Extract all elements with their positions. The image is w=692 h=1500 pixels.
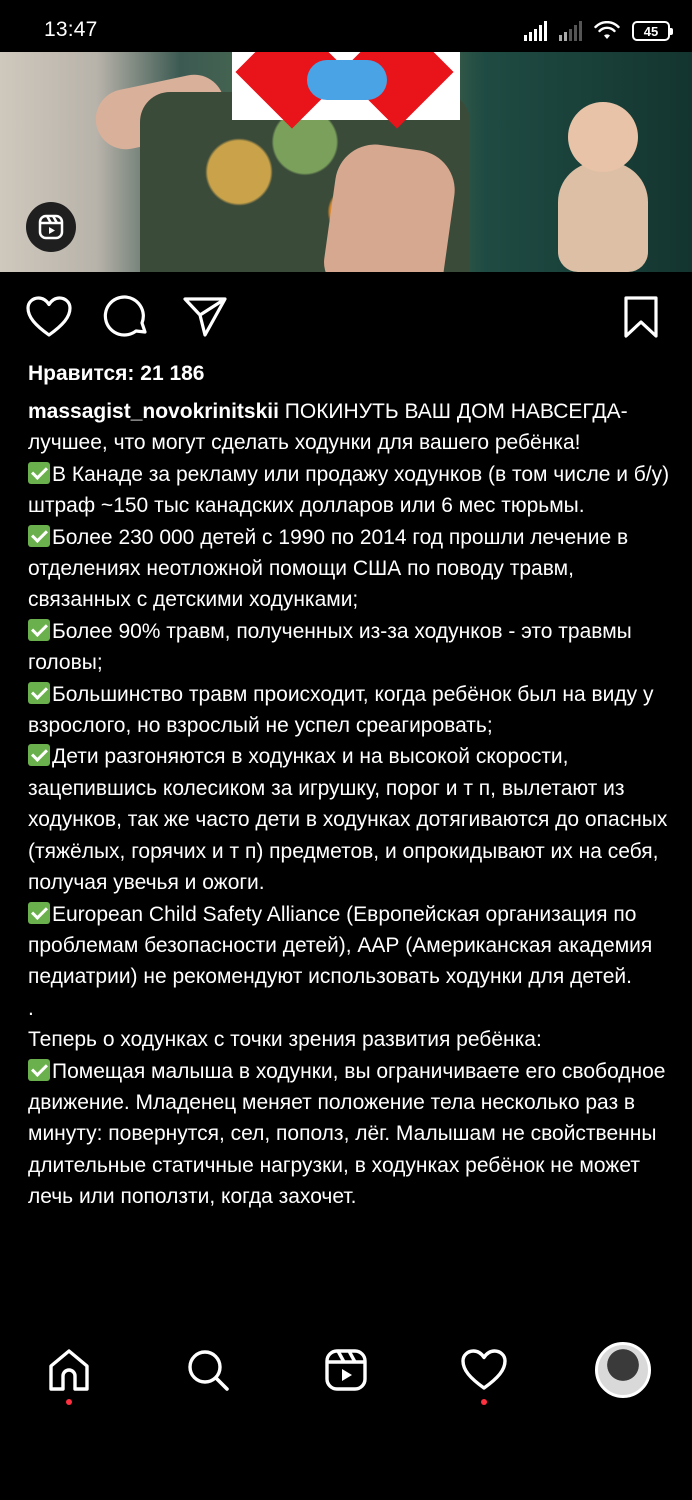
reels-icon [37,213,65,241]
caption-line: Более 230 000 детей с 1990 по 2014 год прошли лечение в отделениях неотложной помощи США по поводу травм, связанных с детскими ходунками; [28,525,629,612]
caption-line: Большинство травм происходит, когда ребёнок был на виду у взрослого, но взрослый не успел среагировать; [28,682,654,738]
caption-line: Теперь о ходунках с точки зрения развития ребёнка: [28,1028,542,1052]
post-caption [28,396,672,1322]
caption-username[interactable]: massagist_novokrinitskii [28,400,279,423]
post-actions [0,272,692,360]
avatar [595,1342,651,1398]
check-icon [28,744,50,766]
like-button[interactable] [24,292,74,342]
check-icon [28,902,50,924]
caption-line: European Child Safety Alliance (Европейская организация по проблемам безопасности детей), ААР (Американская академия педиатрии) не рекомендуют использовать ходунки для детей. [28,902,653,989]
nav-activity[interactable] [454,1340,514,1400]
media-sticker [232,52,460,120]
activity-notification-dot [481,1399,487,1405]
save-button[interactable] [616,292,666,342]
likes-count[interactable]: Нравится: 21 186 [28,362,205,385]
check-icon [28,1059,50,1081]
caption-line: Более 90% травм, полученных из-за ходунков - это травмы головы; [28,619,632,675]
bookmark-icon [621,295,661,339]
caption-line: Помещая малыша в ходунки, вы ограничиваете его свободное движение. Младенец меняет положение тела несколько раз в минуту: повернутся, сел, пополз, лёг. Малышам не свойственны длительные статичные нагрузки, в ходунках ребёнок не может лечь или поползти, когда захочет. [28,1059,666,1209]
check-icon [28,525,50,547]
nav-profile[interactable] [593,1340,653,1400]
battery-icon [632,21,670,41]
send-icon [181,295,229,339]
comment-button[interactable] [102,292,152,342]
post-media[interactable] [0,52,692,272]
reels-icon [323,1347,369,1393]
caption-line: В Канаде за рекламу или продажу ходунков (в том числе и б/у) штраф ~150 тыс канадских долларов или 6 мес тюрьмы. [28,462,670,518]
media-doll [548,102,658,272]
bottom-nav [0,1322,692,1500]
caption-line: ПОКИНУТЬ ВАШ ДОМ НАВСЕГДА- лучшее, что могут сделать ходунки для вашего ребёнка! [28,400,628,455]
nav-home[interactable] [39,1340,99,1400]
heart-icon [25,295,73,339]
heart-icon [460,1348,508,1392]
cell-signal-icon [524,21,547,41]
comment-icon [103,294,151,340]
wifi-icon [594,21,620,41]
caption-line: . [28,996,34,1020]
status-icons [524,18,670,44]
caption-line: Дети разгоняются в ходунках и на высокой скорости, зацепившись колесиком за игрушку, порог и т п, вылетают из ходунков, так же часто дети в ходунках дотягиваются до опасных (тяжёлых, горячих и т п) предметов, и опрокидывают их на себя, получая увечья и ожоги. [28,745,668,895]
status-bar [0,0,692,52]
reels-badge [26,202,76,252]
share-button[interactable] [180,292,230,342]
search-icon [185,1347,231,1393]
check-icon [28,682,50,704]
nav-search[interactable] [178,1340,238,1400]
nav-reels[interactable] [316,1340,376,1400]
home-icon [46,1347,92,1393]
cell-signal-2-icon [559,21,582,41]
status-time: 13:47 [44,18,98,41]
check-icon [28,462,50,484]
battery-level: 45 [643,23,659,39]
check-icon [28,619,50,641]
home-notification-dot [66,1399,72,1405]
